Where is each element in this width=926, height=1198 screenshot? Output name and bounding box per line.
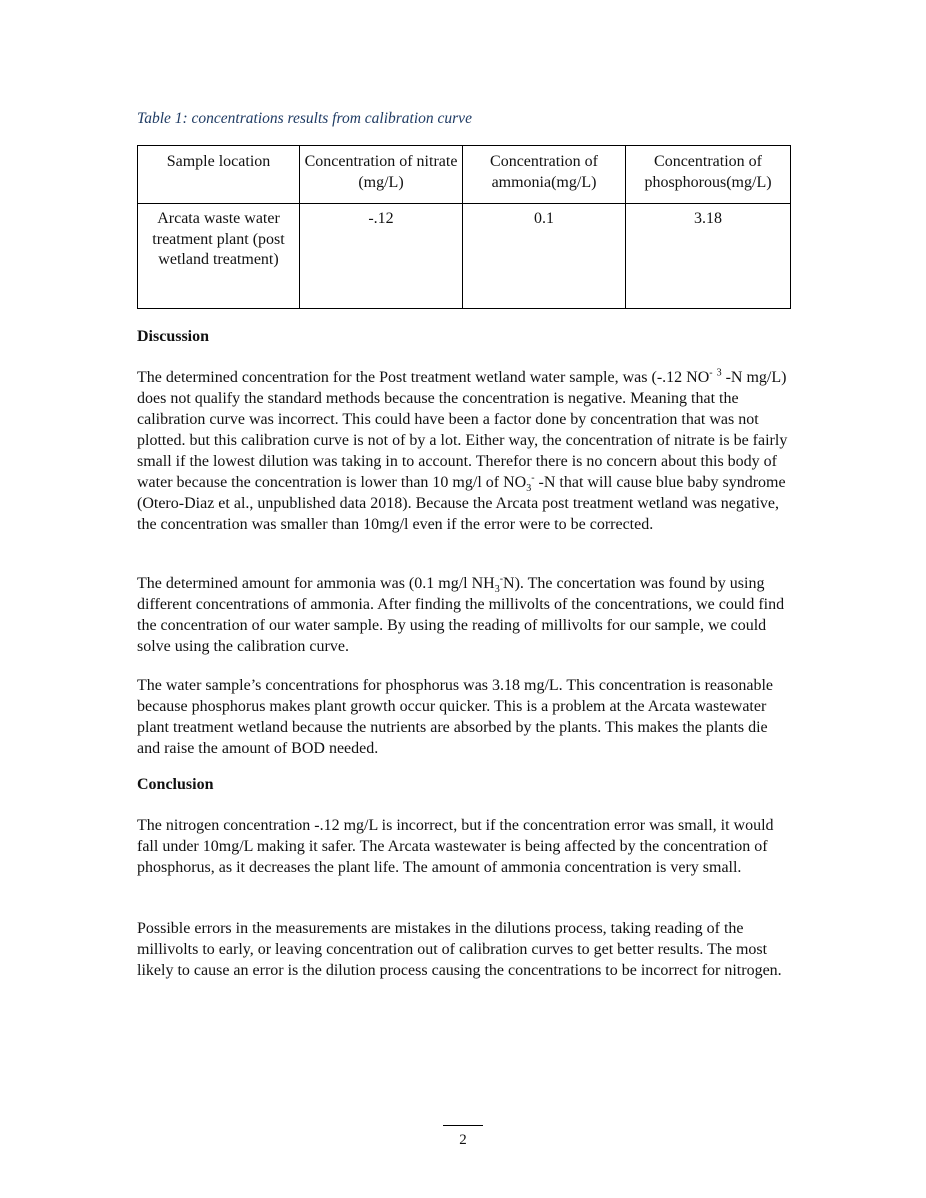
page-number-rule — [443, 1125, 483, 1126]
conclusion-paragraph-2: Possible errors in the measurements are mistakes in the dilutions process, taking reading of the millivolts to early, or leaving concentration out of calibration curves to get better results. The most likely to cause an error is the dilution process causing the concentrations to be incorrect for nitrogen. — [137, 920, 782, 979]
table-cell-nitrate: -.12 — [300, 204, 463, 309]
table-cell-phosphorous: 3.18 — [626, 204, 791, 309]
subscript: 3 — [494, 584, 500, 596]
results-table — [137, 145, 791, 309]
table-header-cell: Sample location — [138, 146, 300, 204]
text-run: -N that will cause blue baby syndrome (Otero-Diaz et al., unpublished data 2018). Because the Arcata post treatment wetland was negative, the concentration was smaller than 10mg/l even if the error were to be corrected. — [137, 474, 786, 533]
conclusion-heading: Conclusion — [137, 776, 214, 793]
superscript: - — [499, 573, 504, 585]
text-run: The determined amount for ammonia was (0.1 mg/l NH — [137, 575, 495, 592]
discussion-paragraph-1 — [137, 367, 793, 535]
table-header-cell: Concentration of phosphorous(mg/L) — [626, 146, 791, 204]
conclusion-paragraph-1: The nitrogen concentration -.12 mg/L is incorrect, but if the concentration error was small, it would fall under 10mg/L making it safer. The Arcata wastewater is being affected by the concentration of phosphorus, as it decreases the plant life. The amount of ammonia concentration is very small. — [137, 817, 774, 876]
table-row — [138, 204, 791, 309]
text-run: The determined concentration for the Post treatment wetland water sample, was (-.12 NO — [137, 369, 710, 386]
superscript: - — [531, 472, 535, 484]
table-header-row — [138, 146, 791, 204]
table-cell-ammonia: 0.1 — [463, 204, 626, 309]
table-cell-sample-location: Arcata waste water treatment plant (post wetland treatment) — [138, 204, 300, 309]
superscript: - — [709, 367, 713, 379]
text-run: N). The concertation was found by using different concentrations of ammonia. After finding the millivolts of the concentrations, we could find the concentration of our water sample. By using the reading of millivolts for our sample, we could solve using the calibration curve. — [137, 575, 785, 655]
text-run: -N mg/L) does not qualify the standard methods because the concentration is negative. Meaning that the calibration curve was incorrect. This could have been a factor done by concentration that was not plotted. but this calibration curve is not of by a lot. Either way, the concentration of nitrate is be fairly small if the lowest dilution was taking in to account. Therefor there is no concern about this body of water because the concentration is lower than 10 mg/l of NO — [137, 369, 788, 491]
table-header-cell: Concentration of nitrate (mg/L) — [300, 146, 463, 204]
subscript: 3 — [526, 483, 532, 495]
page-number: 2 — [459, 1132, 467, 1148]
table-caption: Table 1: concentrations results from calibration curve — [137, 110, 472, 127]
table-header-cell: Concentration of ammonia(mg/L) — [463, 146, 626, 204]
discussion-paragraph-2 — [137, 573, 793, 657]
discussion-heading: Discussion — [137, 328, 210, 345]
discussion-paragraph-3: The water sample’s concentrations for phosphorus was 3.18 mg/L. This concentration is reasonable because phosphorus makes plant growth occur quicker. This is a problem at the Arcata wastewater plant treatment wetland because the nutrients are absorbed by the plants. This makes the plants die and raise the amount of BOD needed. — [137, 677, 773, 757]
superscript: 3 — [716, 367, 722, 379]
